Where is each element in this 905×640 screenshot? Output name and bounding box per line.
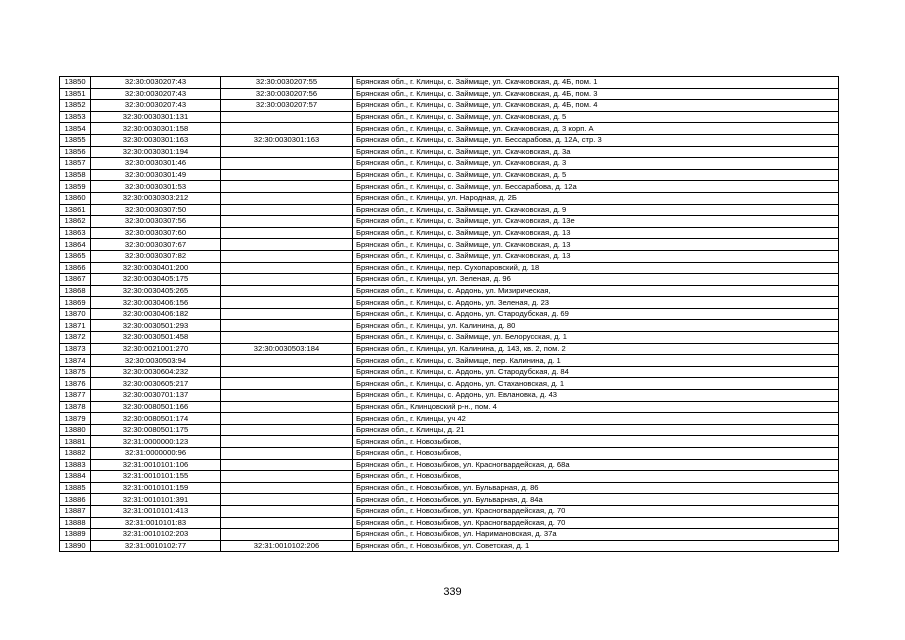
parent-cadastral-number	[221, 378, 353, 390]
row-number: 13877	[60, 390, 91, 402]
table-row	[60, 529, 839, 541]
row-number: 13890	[60, 540, 91, 552]
row-number: 13869	[60, 297, 91, 309]
address: Брянская обл., г. Клинцы, ул. Калинина, д. 80	[353, 320, 839, 332]
cadastral-number: 32:30:0030307:56	[91, 216, 221, 228]
parent-cadastral-number	[221, 332, 353, 344]
address: Брянская обл., г. Новозыбков, ул. Советская, д. 1	[353, 540, 839, 552]
cadastral-number: 32:30:0030405:175	[91, 274, 221, 286]
row-number: 13889	[60, 529, 91, 541]
table-row	[60, 505, 839, 517]
row-number: 13858	[60, 169, 91, 181]
table-row	[60, 88, 839, 100]
address: Брянская обл., г. Клинцы, с. Займище, ул. Скачковская, д. 5	[353, 111, 839, 123]
cadastral-number: 32:30:0030207:43	[91, 77, 221, 89]
table-row	[60, 181, 839, 193]
table-row	[60, 192, 839, 204]
address: Брянская обл., г. Клинцы, с. Займище, ул. Бессарабова, д. 12а	[353, 181, 839, 193]
row-number: 13882	[60, 448, 91, 460]
cadastral-number: 32:31:0000000:96	[91, 448, 221, 460]
row-number: 13865	[60, 250, 91, 262]
registry-table-body	[60, 77, 839, 552]
row-number: 13887	[60, 505, 91, 517]
address: Брянская обл., г. Клинцы, с. Займище, ул. Белорусская, д. 1	[353, 332, 839, 344]
parent-cadastral-number	[221, 158, 353, 170]
row-number: 13854	[60, 123, 91, 135]
parent-cadastral-number	[221, 227, 353, 239]
parent-cadastral-number	[221, 413, 353, 425]
table-row	[60, 494, 839, 506]
parent-cadastral-number	[221, 505, 353, 517]
row-number: 13874	[60, 355, 91, 367]
row-number: 13873	[60, 343, 91, 355]
table-row	[60, 390, 839, 402]
row-number: 13885	[60, 482, 91, 494]
cadastral-number: 32:30:0030307:60	[91, 227, 221, 239]
row-number: 13860	[60, 192, 91, 204]
cadastral-number: 32:30:0030501:458	[91, 332, 221, 344]
table-row	[60, 262, 839, 274]
address: Брянская обл., г. Клинцы, с. Ардонь, ул. Евлановка, д. 43	[353, 390, 839, 402]
address: Брянская обл., г. Клинцы, с. Займище, пер. Калинина, д. 1	[353, 355, 839, 367]
parent-cadastral-number	[221, 297, 353, 309]
row-number: 13871	[60, 320, 91, 332]
cadastral-number: 32:30:0030301:49	[91, 169, 221, 181]
cadastral-number: 32:31:0010101:83	[91, 517, 221, 529]
table-row	[60, 77, 839, 89]
address: Брянская обл., г. Новозыбков, ул. Красногвардейская, д. 68а	[353, 459, 839, 471]
cadastral-number: 32:30:0030207:43	[91, 100, 221, 112]
address: Брянская обл., Клинцовский р-н., пом. 4	[353, 401, 839, 413]
address: Брянская обл., г. Клинцы, с. Займище, ул. Скачковская, д. 4Б, пом. 3	[353, 88, 839, 100]
table-row	[60, 459, 839, 471]
parent-cadastral-number	[221, 390, 353, 402]
parent-cadastral-number	[221, 239, 353, 251]
cadastral-number: 32:30:0080501:166	[91, 401, 221, 413]
cadastral-number: 32:30:0030301:53	[91, 181, 221, 193]
parent-cadastral-number	[221, 192, 353, 204]
row-number: 13880	[60, 424, 91, 436]
parent-cadastral-number	[221, 216, 353, 228]
address: Брянская обл., г. Клинцы, с. Займище, ул. Скачковская, д. 3 корп. А	[353, 123, 839, 135]
cadastral-number: 32:30:0030301:194	[91, 146, 221, 158]
cadastral-number: 32:31:0010102:77	[91, 540, 221, 552]
cadastral-number: 32:30:0030301:163	[91, 134, 221, 146]
address: Брянская обл., г. Новозыбков,	[353, 471, 839, 483]
address: Брянская обл., г. Новозыбков,	[353, 448, 839, 460]
parent-cadastral-number	[221, 181, 353, 193]
parent-cadastral-number: 32:30:0030207:55	[221, 77, 353, 89]
cadastral-number: 32:30:0030301:131	[91, 111, 221, 123]
address: Брянская обл., г. Клинцы, с. Займище, ул. Скачковская, д. 13е	[353, 216, 839, 228]
parent-cadastral-number: 32:30:0030301:163	[221, 134, 353, 146]
parent-cadastral-number	[221, 401, 353, 413]
registry-table	[59, 76, 839, 552]
row-number: 13876	[60, 378, 91, 390]
table-row	[60, 436, 839, 448]
parent-cadastral-number	[221, 250, 353, 262]
parent-cadastral-number	[221, 494, 353, 506]
table-row	[60, 378, 839, 390]
cadastral-number: 32:30:0030307:67	[91, 239, 221, 251]
table-row	[60, 308, 839, 320]
cadastral-number: 32:30:0030501:293	[91, 320, 221, 332]
row-number: 13884	[60, 471, 91, 483]
parent-cadastral-number	[221, 366, 353, 378]
row-number: 13855	[60, 134, 91, 146]
table-row	[60, 285, 839, 297]
address: Брянская обл., г. Клинцы, пер. Сухопаровский, д. 18	[353, 262, 839, 274]
address: Брянская обл., г. Клинцы, с. Займище, ул. Скачковская, д. 13	[353, 227, 839, 239]
row-number: 13878	[60, 401, 91, 413]
address: Брянская обл., г. Клинцы, с. Займище, ул. Скачковская, д. 4Б, пом. 4	[353, 100, 839, 112]
cadastral-number: 32:30:0030701:137	[91, 390, 221, 402]
parent-cadastral-number	[221, 424, 353, 436]
table-row	[60, 297, 839, 309]
table-row	[60, 134, 839, 146]
parent-cadastral-number	[221, 123, 353, 135]
cadastral-number: 32:30:0030401:200	[91, 262, 221, 274]
row-number: 13852	[60, 100, 91, 112]
row-number: 13864	[60, 239, 91, 251]
parent-cadastral-number	[221, 459, 353, 471]
address: Брянская обл., г. Клинцы, с. Займище, ул. Скачковская, д. 13	[353, 250, 839, 262]
row-number: 13861	[60, 204, 91, 216]
row-number: 13883	[60, 459, 91, 471]
cadastral-number: 32:31:0010102:203	[91, 529, 221, 541]
address: Брянская обл., г. Клинцы, ул. Народная, д. 2Б	[353, 192, 839, 204]
table-row	[60, 239, 839, 251]
address: Брянская обл., г. Клинцы, с. Займище, ул. Скачковская, д. 4Б, пом. 1	[353, 77, 839, 89]
parent-cadastral-number: 32:31:0010102:206	[221, 540, 353, 552]
row-number: 13851	[60, 88, 91, 100]
address: Брянская обл., г. Новозыбков, ул. Бульварная, д. 84а	[353, 494, 839, 506]
row-number: 13881	[60, 436, 91, 448]
parent-cadastral-number	[221, 274, 353, 286]
row-number: 13872	[60, 332, 91, 344]
parent-cadastral-number	[221, 529, 353, 541]
cadastral-number: 32:30:0030406:182	[91, 308, 221, 320]
address: Брянская обл., г. Клинцы, с. Займище, ул. Скачковская, д. 5	[353, 169, 839, 181]
row-number: 13850	[60, 77, 91, 89]
parent-cadastral-number	[221, 169, 353, 181]
table-row	[60, 100, 839, 112]
parent-cadastral-number	[221, 204, 353, 216]
table-row	[60, 448, 839, 460]
parent-cadastral-number	[221, 285, 353, 297]
row-number: 13870	[60, 308, 91, 320]
table-row	[60, 123, 839, 135]
row-number: 13856	[60, 146, 91, 158]
parent-cadastral-number	[221, 448, 353, 460]
address: Брянская обл., г. Новозыбков, ул. Бульварная, д. 86	[353, 482, 839, 494]
address: Брянская обл., г. Клинцы, с. Ардонь, ул. Зеленая, д. 23	[353, 297, 839, 309]
cadastral-number: 32:30:0030207:43	[91, 88, 221, 100]
table-row	[60, 471, 839, 483]
cadastral-number: 32:30:0021001:270	[91, 343, 221, 355]
cadastral-number: 32:30:0030405:265	[91, 285, 221, 297]
table-row	[60, 169, 839, 181]
parent-cadastral-number: 32:30:0030207:56	[221, 88, 353, 100]
table-row	[60, 320, 839, 332]
cadastral-number: 32:31:0010101:413	[91, 505, 221, 517]
table-row	[60, 413, 839, 425]
cadastral-number: 32:30:0030301:158	[91, 123, 221, 135]
address: Брянская обл., г. Клинцы, с. Займище, ул. Бессарабова, д. 12А, стр. 3	[353, 134, 839, 146]
table-row	[60, 216, 839, 228]
address: Брянская обл., г. Клинцы, с. Ардонь, ул. Стародубская, д. 84	[353, 366, 839, 378]
row-number: 13857	[60, 158, 91, 170]
parent-cadastral-number	[221, 517, 353, 529]
cadastral-number: 32:30:0080501:174	[91, 413, 221, 425]
parent-cadastral-number	[221, 262, 353, 274]
address: Брянская обл., г. Новозыбков, ул. Красногвардейская, д. 70	[353, 505, 839, 517]
address: Брянская обл., г. Клинцы, ул. Калинина, д. 143, кв. 2, пом. 2	[353, 343, 839, 355]
row-number: 13867	[60, 274, 91, 286]
parent-cadastral-number	[221, 436, 353, 448]
table-row	[60, 111, 839, 123]
row-number: 13888	[60, 517, 91, 529]
parent-cadastral-number	[221, 320, 353, 332]
cadastral-number: 32:30:0030307:82	[91, 250, 221, 262]
cadastral-number: 32:30:0030604:232	[91, 366, 221, 378]
parent-cadastral-number: 32:30:0030503:184	[221, 343, 353, 355]
table-row	[60, 332, 839, 344]
address: Брянская обл., г. Клинцы, с. Займище, ул. Скачковская, д. 13	[353, 239, 839, 251]
table-row	[60, 401, 839, 413]
parent-cadastral-number: 32:30:0030207:57	[221, 100, 353, 112]
address: Брянская обл., г. Клинцы, д. 21	[353, 424, 839, 436]
table-row	[60, 274, 839, 286]
address: Брянская обл., г. Новозыбков, ул. Наримановская, д. 37а	[353, 529, 839, 541]
row-number: 13862	[60, 216, 91, 228]
cadastral-number: 32:31:0000000:123	[91, 436, 221, 448]
table-row	[60, 146, 839, 158]
parent-cadastral-number	[221, 471, 353, 483]
cadastral-number: 32:30:0030406:156	[91, 297, 221, 309]
cadastral-number: 32:30:0080501:175	[91, 424, 221, 436]
row-number: 13866	[60, 262, 91, 274]
address: Брянская обл., г. Клинцы, с. Займище, ул. Скачковская, д. 3	[353, 158, 839, 170]
address: Брянская обл., г. Клинцы, с. Ардонь, ул. Стахановская, д. 1	[353, 378, 839, 390]
cadastral-number: 32:30:0030303:212	[91, 192, 221, 204]
address: Брянская обл., г. Клинцы, с. Займище, ул. Скачковская, д. 9	[353, 204, 839, 216]
cadastral-number: 32:30:0030301:46	[91, 158, 221, 170]
table-row	[60, 343, 839, 355]
row-number: 13853	[60, 111, 91, 123]
address: Брянская обл., г. Новозыбков,	[353, 436, 839, 448]
parent-cadastral-number	[221, 482, 353, 494]
row-number: 13879	[60, 413, 91, 425]
parent-cadastral-number	[221, 308, 353, 320]
row-number: 13868	[60, 285, 91, 297]
table-row	[60, 482, 839, 494]
table-row	[60, 355, 839, 367]
cadastral-number: 32:30:0030307:50	[91, 204, 221, 216]
row-number: 13875	[60, 366, 91, 378]
cadastral-number: 32:31:0010101:106	[91, 459, 221, 471]
address: Брянская обл., г. Новозыбков, ул. Красногвардейская, д. 70	[353, 517, 839, 529]
address: Брянская обл., г. Клинцы, уч 42	[353, 413, 839, 425]
table-row	[60, 366, 839, 378]
cadastral-number: 32:30:0030503:94	[91, 355, 221, 367]
row-number: 13859	[60, 181, 91, 193]
row-number: 13863	[60, 227, 91, 239]
cadastral-number: 32:31:0010101:391	[91, 494, 221, 506]
table-row	[60, 227, 839, 239]
address: Брянская обл., г. Клинцы, с. Ардонь, ул. Мизирическая,	[353, 285, 839, 297]
cadastral-number: 32:30:0030605:217	[91, 378, 221, 390]
page-number: 339	[443, 586, 462, 598]
parent-cadastral-number	[221, 355, 353, 367]
table-row	[60, 204, 839, 216]
row-number: 13886	[60, 494, 91, 506]
table-row	[60, 540, 839, 552]
table-row	[60, 250, 839, 262]
address: Брянская обл., г. Клинцы, с. Ардонь, ул. Стародубская, д. 69	[353, 308, 839, 320]
cadastral-number: 32:31:0010101:159	[91, 482, 221, 494]
address: Брянская обл., г. Клинцы, ул. Зеленая, д. 96	[353, 274, 839, 286]
table-row	[60, 424, 839, 436]
address: Брянская обл., г. Клинцы, с. Займище, ул. Скачковская, д. 3а	[353, 146, 839, 158]
table-row	[60, 158, 839, 170]
parent-cadastral-number	[221, 146, 353, 158]
cadastral-number: 32:31:0010101:155	[91, 471, 221, 483]
parent-cadastral-number	[221, 111, 353, 123]
table-row	[60, 517, 839, 529]
